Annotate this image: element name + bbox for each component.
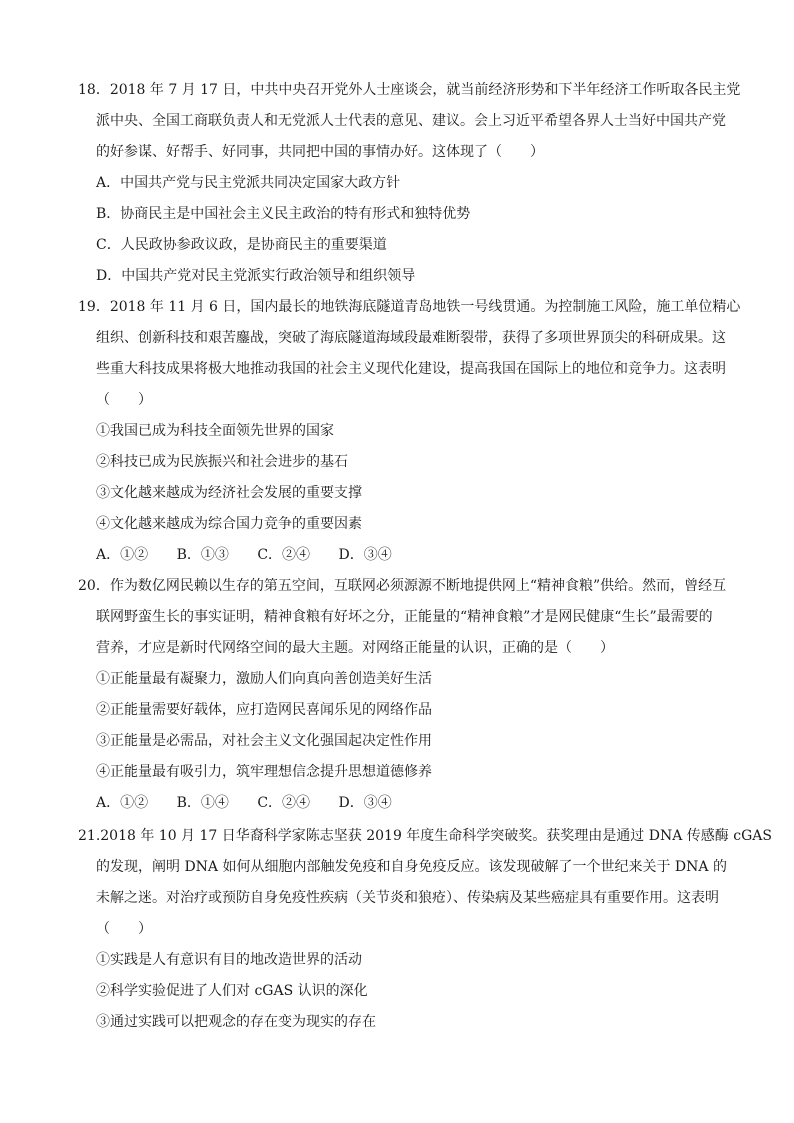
option-a: A．中国共产党与民主党派共同决定国家大政方针 [96, 175, 401, 191]
statement-4: ④文化越来越成为综合国力竞争的重要因素 [96, 516, 362, 532]
statement-2: ②科学实验促进了人们对 cGAS 认识的深化 [96, 983, 368, 999]
statement-4: ④正能量最有吸引力，筑牢理想信念提升思想道德修养 [96, 764, 432, 780]
statement-1: ①我国已成为科技全面领先世界的国家 [96, 423, 334, 439]
question-stem-line: 未解之迷。对治疗或预防自身免疫性疾病（关节炎和狼疮）、传染病及某些癌症具有重要作用。这表明 [96, 890, 719, 906]
statement-3: ③文化越来越成为经济社会发展的重要支撑 [96, 485, 362, 501]
question-stem-line: 20．作为数亿网民赖以生存的第五空间，互联网必须源源不断地提供网上“精神食粮”供给。然而，曾经互 [78, 578, 727, 594]
choice-a: A．①② [96, 547, 149, 563]
statement-1: ①正能量最有凝聚力，激励人们向真向善创造美好生活 [96, 671, 432, 687]
question-stem-line: 的发现，阐明 DNA 如何从细胞内部触发免疫和自身免疫反应。该发现破解了一个世纪来关于 DNA 的 [96, 859, 727, 875]
choice-d: D．③④ [338, 795, 392, 811]
question-stem-line: 些重大科技成果将极大地推动我国的社会主义现代化建设，提高我国在国际上的地位和竞争力。这表明 [96, 361, 726, 377]
question-stem-line: 的好参谋、好帮手、好同事，共同把中国的事情办好。这体现了（ ） [96, 144, 544, 160]
choice-c: C．②④ [257, 547, 311, 563]
statement-3: ③通过实践可以把观念的存在变为现实的存在 [96, 1014, 376, 1030]
choice-c: C．②④ [257, 795, 311, 811]
question-stem-line: 19．2018 年 11 月 6 日，国内最长的地铁海底隧道青岛地铁一号线贯通。为控制施工风险，施工单位精心 [78, 299, 741, 315]
question-stem-line: 18．2018 年 7 月 17 日，中共中央召开党外人士座谈会，就当前经济形势和下半年经济工作听取各民主党 [78, 82, 741, 98]
option-c: C．人民政协参政议政，是协商民主的重要渠道 [96, 237, 387, 253]
statement-1: ①实践是人有意识有目的地改造世界的活动 [96, 952, 362, 968]
choice-b: B．①③ [176, 547, 229, 563]
statement-2: ②正能量需要好载体，应打造网民喜闻乐见的网络作品 [96, 702, 432, 718]
question-stem-line: 组织、创新科技和艰苦鏖战，突破了海底隧道海域段最难断裂带，获得了多项世界顶尖的科研成果。这 [96, 330, 726, 346]
choice-row [0, 793, 794, 813]
answer-blank: （ ） [96, 921, 152, 937]
question-stem-line: 派中央、全国工商联负责人和无党派人士代表的意见、建议。会上习近平希望各界人士当好中国共产党 [96, 113, 726, 129]
choice-row [0, 545, 794, 565]
statement-2: ②科技已成为民族振兴和社会进步的基石 [96, 454, 348, 470]
question-stem-line: 21.2018 年 10 月 17 日华裔科学家陈志坚获 2019 年度生命科学突破奖。获奖理由是通过 DNA 传感酶 cGAS [78, 828, 772, 844]
option-d: D．中国共产党对民主党派实行政治领导和组织领导 [96, 268, 416, 284]
choice-b: B．①④ [176, 795, 229, 811]
choice-a: A．①② [96, 795, 149, 811]
question-stem-line: 营养，才应是新时代网络空间的最大主题。对网络正能量的认识，正确的是（ ） [96, 640, 614, 656]
question-stem-line: 联网野蛮生长的事实证明，精神食粮有好坏之分，正能量的“精神食粮”才是网民健康“生长”最需要的 [96, 609, 713, 625]
statement-3: ③正能量是必需品，对社会主义文化强国起决定性作用 [96, 733, 432, 749]
option-b: B．协商民主是中国社会主义民主政治的特有形式和独特优势 [96, 206, 471, 222]
choice-d: D．③④ [338, 547, 392, 563]
answer-blank: （ ） [96, 392, 152, 408]
